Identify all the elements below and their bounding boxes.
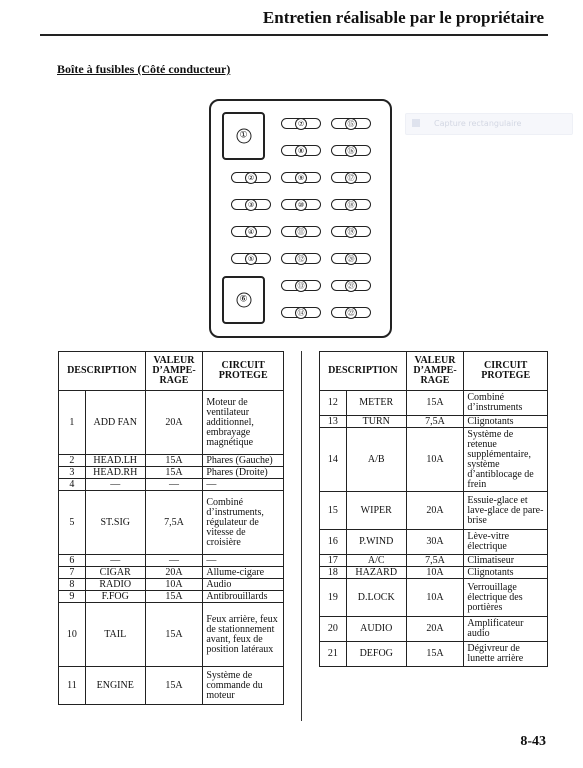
fuse-number: ⑪ (295, 226, 307, 238)
cell-no: 16 (320, 530, 347, 555)
fuse-slot (281, 253, 321, 264)
table-row (59, 555, 284, 567)
table-row (59, 591, 284, 603)
cell-circuit: Clignotants (464, 567, 548, 579)
cell-circuit: Moteur de ventilateur additionnel, embrayage magnétique (203, 391, 284, 455)
table-row (59, 391, 284, 455)
cell-desc: HEAD.RH (85, 467, 145, 479)
cell-desc: WIPER (346, 492, 406, 530)
cell-no: 12 (320, 391, 347, 416)
cell-circuit: — (203, 479, 284, 491)
cell-no: 9 (59, 591, 86, 603)
cell-desc: CIGAR (85, 567, 145, 579)
cell-circuit: Lève-vitre électrique (464, 530, 548, 555)
cell-amp: 10A (406, 579, 464, 617)
cell-amp: 15A (145, 467, 203, 479)
fuse-number: ④ (245, 226, 257, 238)
fuse-number: ⑨ (295, 172, 307, 184)
cell-no: 8 (59, 579, 86, 591)
table-row (320, 642, 548, 667)
cell-desc: TAIL (85, 603, 145, 667)
fuse-number: ① (236, 129, 251, 144)
fuse-slot (331, 307, 371, 318)
fuse-number: ⑫ (295, 253, 307, 265)
fuse-slot (331, 280, 371, 291)
cell-no: 14 (320, 428, 347, 492)
cell-desc: ST.SIG (85, 491, 145, 555)
cell-circuit: Phares (Gauche) (203, 455, 284, 467)
cell-circuit: Phares (Droite) (203, 467, 284, 479)
fuse-number: ⑳ (345, 253, 357, 265)
cell-no: 1 (59, 391, 86, 455)
fuse-slot-1 (222, 112, 265, 160)
fuse-slot (281, 118, 321, 129)
cell-no: 17 (320, 555, 347, 567)
cell-amp: 20A (145, 391, 203, 455)
cell-no: 15 (320, 492, 347, 530)
cell-amp: 15A (406, 391, 464, 416)
cell-amp: 20A (406, 492, 464, 530)
cell-circuit: Climatiseur (464, 555, 548, 567)
column-header-circuit: CIRCUIT PROTEGE (464, 352, 548, 391)
table-row (59, 567, 284, 579)
cell-no: 10 (59, 603, 86, 667)
cell-no: 5 (59, 491, 86, 555)
cell-desc: — (85, 479, 145, 491)
cell-circuit: Essuie-glace et lave-glace de pare-brise (464, 492, 548, 530)
cell-desc: AUDIO (346, 617, 406, 642)
fuse-slot (331, 172, 371, 183)
fuse-number: ⑬ (295, 280, 307, 292)
fuse-slot (231, 199, 271, 210)
table-row (320, 555, 548, 567)
fuse-slot (331, 199, 371, 210)
cell-no: 4 (59, 479, 86, 491)
cell-desc: HAZARD (346, 567, 406, 579)
table-row (320, 428, 548, 492)
table-row (59, 667, 284, 705)
cell-no: 18 (320, 567, 347, 579)
fuse-slot-6 (222, 276, 265, 324)
page-number: 8-43 (520, 734, 546, 749)
column-header-description: DESCRIPTION (59, 352, 146, 391)
fuse-table-left (58, 351, 284, 705)
cell-amp: 15A (406, 642, 464, 667)
cell-amp: 15A (145, 667, 203, 705)
fuse-number: ⑤ (245, 253, 257, 265)
cell-amp: 20A (406, 617, 464, 642)
fuse-number: ⑯ (345, 145, 357, 157)
cell-amp: 7,5A (406, 416, 464, 428)
cell-circuit: Allume-cigare (203, 567, 284, 579)
fuse-number: ⑱ (345, 199, 357, 211)
capture-icon (412, 119, 420, 127)
capture-overlay[interactable] (405, 113, 573, 135)
cell-desc: P.WIND (346, 530, 406, 555)
fuse-slot (281, 172, 321, 183)
cell-amp: 7,5A (145, 491, 203, 555)
cell-circuit: Combiné d’instruments, régulateur de vitesse de croisière (203, 491, 284, 555)
cell-amp: — (145, 555, 203, 567)
cell-desc: TURN (346, 416, 406, 428)
fuse-slot (281, 199, 321, 210)
cell-amp: 10A (145, 579, 203, 591)
fuse-slot (281, 280, 321, 291)
fuse-number: ㉑ (345, 280, 357, 292)
table-row (320, 391, 548, 416)
cell-desc: — (85, 555, 145, 567)
fuse-number: ⑧ (295, 145, 307, 157)
table-row (320, 492, 548, 530)
cell-circuit: Amplificateur audio (464, 617, 548, 642)
page-header (40, 0, 548, 36)
cell-desc: A/B (346, 428, 406, 492)
column-divider (301, 351, 302, 721)
cell-desc: F.FOG (85, 591, 145, 603)
cell-amp: 15A (145, 603, 203, 667)
cell-no: 19 (320, 579, 347, 617)
column-header-description: DESCRIPTION (320, 352, 407, 391)
cell-desc: HEAD.LH (85, 455, 145, 467)
cell-circuit: Dégivreur de lunette arrière (464, 642, 548, 667)
cell-amp: 30A (406, 530, 464, 555)
cell-no: 13 (320, 416, 347, 428)
cell-amp: 10A (406, 567, 464, 579)
cell-desc: ADD FAN (85, 391, 145, 455)
table-row (59, 579, 284, 591)
cell-circuit: — (203, 555, 284, 567)
cell-desc: ENGINE (85, 667, 145, 705)
cell-circuit: Système de retenue supplémentaire, système d’antiblocage de frein (464, 428, 548, 492)
cell-circuit: Feux arrière, feux de stationnement avant, feux de position latéraux (203, 603, 284, 667)
cell-circuit: Audio (203, 579, 284, 591)
table-row (320, 567, 548, 579)
cell-no: 21 (320, 642, 347, 667)
cell-circuit: Système de commande du moteur (203, 667, 284, 705)
fuse-slot (231, 253, 271, 264)
table-row (59, 479, 284, 491)
cell-no: 7 (59, 567, 86, 579)
page-title: Entretien réalisable par le propriétaire (262, 8, 544, 27)
cell-no: 6 (59, 555, 86, 567)
table-row (59, 455, 284, 467)
cell-amp: — (145, 479, 203, 491)
fuse-slot (331, 145, 371, 156)
table-row (320, 579, 548, 617)
fuse-number: ⑦ (295, 118, 307, 130)
cell-amp: 15A (145, 455, 203, 467)
table-row (59, 603, 284, 667)
column-header-amperage: VALEUR D’AMPE-RAGE (406, 352, 464, 391)
capture-overlay-label: Capture rectangulaire (434, 119, 522, 128)
section-title: Boîte à fusibles (Côté conducteur) (57, 62, 231, 76)
fuse-slot (231, 226, 271, 237)
fuse-number: ⑰ (345, 172, 357, 184)
table-row (59, 491, 284, 555)
cell-desc: RADIO (85, 579, 145, 591)
fuse-slot (281, 226, 321, 237)
fuse-number: ㉒ (345, 307, 357, 319)
fuse-table-right (319, 351, 548, 667)
fuse-slot (331, 226, 371, 237)
cell-amp: 7,5A (406, 555, 464, 567)
cell-no: 11 (59, 667, 86, 705)
column-header-amperage: VALEUR D’AMPE-RAGE (145, 352, 203, 391)
column-header-circuit: CIRCUIT PROTEGE (203, 352, 284, 391)
table-row (320, 530, 548, 555)
table-row (59, 467, 284, 479)
cell-desc: D.LOCK (346, 579, 406, 617)
fuse-number: ⑭ (295, 307, 307, 319)
table-row (320, 416, 548, 428)
fuse-box-diagram (209, 99, 392, 338)
table-row (320, 617, 548, 642)
cell-circuit: Clignotants (464, 416, 548, 428)
fuse-slot (331, 118, 371, 129)
fuse-number: ③ (245, 199, 257, 211)
cell-amp: 10A (406, 428, 464, 492)
fuse-slot (331, 253, 371, 264)
cell-desc: METER (346, 391, 406, 416)
fuse-number: ⑲ (345, 226, 357, 238)
cell-amp: 15A (145, 591, 203, 603)
cell-no: 20 (320, 617, 347, 642)
fuse-number: ② (245, 172, 257, 184)
fuse-slot (281, 145, 321, 156)
fuse-number: ⑮ (345, 118, 357, 130)
cell-circuit: Combiné d’instruments (464, 391, 548, 416)
cell-desc: DEFOG (346, 642, 406, 667)
fuse-slot (281, 307, 321, 318)
fuse-number: ⑩ (295, 199, 307, 211)
cell-circuit: Verrouillage électrique des portières (464, 579, 548, 617)
fuse-slot (231, 172, 271, 183)
cell-circuit: Antibrouillards (203, 591, 284, 603)
cell-amp: 20A (145, 567, 203, 579)
cell-no: 2 (59, 455, 86, 467)
cell-desc: A/C (346, 555, 406, 567)
fuse-number: ⑥ (236, 293, 251, 308)
cell-no: 3 (59, 467, 86, 479)
